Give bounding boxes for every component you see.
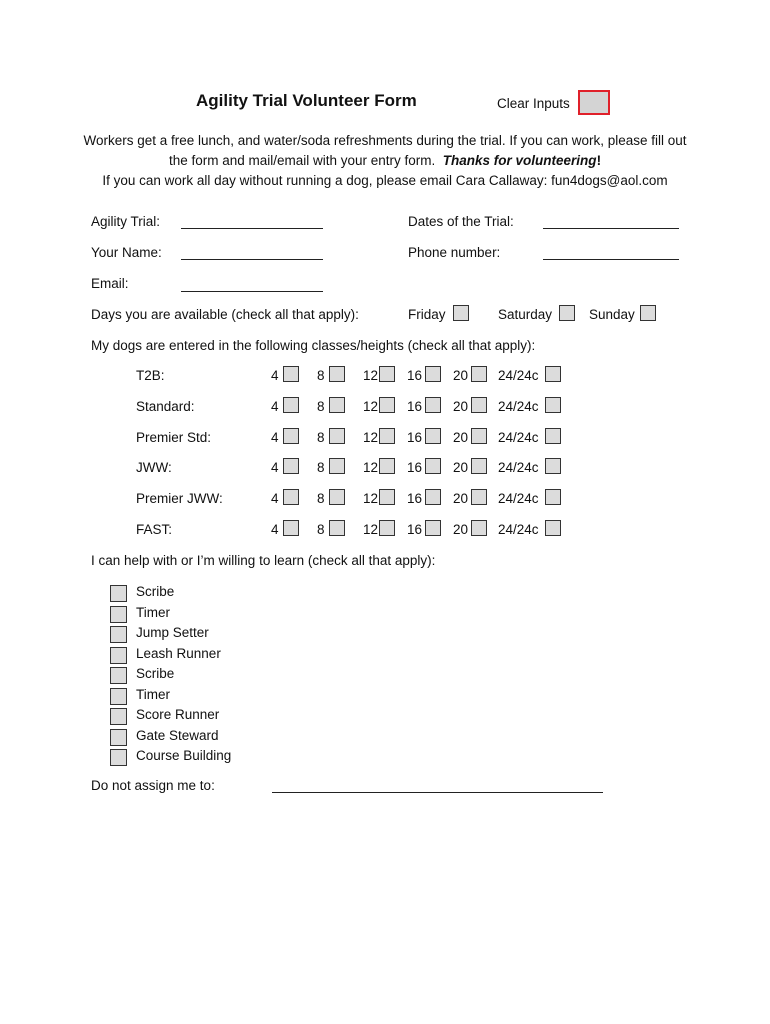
help-option-label: Leash Runner — [136, 645, 221, 661]
height-label: 20 — [453, 430, 469, 445]
height-label: 24/24c — [498, 491, 539, 506]
height-label: 4 — [271, 368, 279, 383]
class-label-premier-jww: Premier JWW: — [136, 491, 223, 506]
help-option-checkbox[interactable] — [110, 667, 127, 684]
class-label-jww: JWW: — [136, 460, 172, 475]
class-t2b-height-checkbox[interactable] — [379, 366, 395, 382]
height-label: 12 — [363, 430, 379, 445]
friday-checkbox[interactable] — [453, 305, 469, 321]
help-label: I can help with or I’m willing to learn (check all that apply): — [91, 553, 436, 568]
class-premier-jww-height-checkbox[interactable] — [425, 489, 441, 505]
height-label: 16 — [407, 368, 423, 383]
dates-label: Dates of the Trial: — [408, 214, 514, 229]
class-fast-height-checkbox[interactable] — [545, 520, 561, 536]
height-label: 12 — [363, 491, 379, 506]
height-label: 24/24c — [498, 460, 539, 475]
class-premier-std-height-checkbox[interactable] — [545, 428, 561, 444]
intro-line-1: Workers get a free lunch, and water/soda refreshments during the trial. If you can work, please fill out — [83, 133, 687, 148]
form-title: Agility Trial Volunteer Form — [196, 91, 417, 110]
height-label: 16 — [407, 460, 423, 475]
class-premier-std-height-checkbox[interactable] — [471, 428, 487, 444]
do-not-assign-field[interactable] — [272, 792, 603, 793]
help-option-checkbox[interactable] — [110, 606, 127, 623]
thanks-text: Thanks for volunteering — [442, 153, 597, 168]
class-fast-height-checkbox[interactable] — [329, 520, 345, 536]
class-t2b-height-checkbox[interactable] — [329, 366, 345, 382]
class-premier-jww-height-checkbox[interactable] — [379, 489, 395, 505]
height-label: 16 — [407, 522, 423, 537]
help-option-checkbox[interactable] — [110, 626, 127, 643]
name-field[interactable] — [181, 259, 323, 260]
classes-label: My dogs are entered in the following classes/heights (check all that apply): — [91, 338, 536, 353]
email-label: Email: — [91, 276, 129, 291]
height-label: 8 — [317, 460, 325, 475]
class-t2b-height-checkbox[interactable] — [545, 366, 561, 382]
help-option-label: Scribe — [136, 666, 175, 681]
class-jww-height-checkbox[interactable] — [329, 458, 345, 474]
intro-line-2-text: the form and mail/email with your entry form. — [168, 153, 443, 168]
clear-inputs-label: Clear Inputs — [497, 96, 570, 111]
height-label: 8 — [317, 491, 325, 506]
saturday-checkbox[interactable] — [559, 305, 575, 321]
name-label: Your Name: — [91, 245, 162, 260]
class-jww-height-checkbox[interactable] — [471, 458, 487, 474]
class-fast-height-checkbox[interactable] — [425, 520, 441, 536]
email-field[interactable] — [181, 291, 323, 292]
help-option-label: Jump Setter — [136, 625, 209, 640]
class-premier-std-height-checkbox[interactable] — [425, 428, 441, 444]
class-premier-std-height-checkbox[interactable] — [283, 428, 299, 444]
dates-field[interactable] — [543, 228, 679, 229]
do-not-assign-label: Do not assign me to: — [91, 778, 215, 793]
class-label-t2b: T2B: — [136, 368, 165, 383]
height-label: 24/24c — [498, 430, 539, 445]
height-label: 8 — [317, 399, 325, 414]
class-fast-height-checkbox[interactable] — [283, 520, 299, 536]
agility-trial-label: Agility Trial: — [91, 214, 161, 229]
class-standard-height-checkbox[interactable] — [471, 397, 487, 413]
height-label: 12 — [363, 522, 379, 537]
height-label: 20 — [453, 399, 469, 414]
class-t2b-height-checkbox[interactable] — [471, 366, 487, 382]
height-label: 12 — [363, 399, 379, 414]
height-label: 24/24c — [498, 399, 539, 414]
height-label: 4 — [271, 522, 279, 537]
phone-field[interactable] — [543, 259, 679, 260]
class-jww-height-checkbox[interactable] — [545, 458, 561, 474]
class-fast-height-checkbox[interactable] — [471, 520, 487, 536]
phone-label: Phone number: — [408, 245, 501, 260]
height-label: 4 — [271, 430, 279, 445]
class-premier-jww-height-checkbox[interactable] — [545, 489, 561, 505]
help-option-label: Course Building — [136, 748, 232, 763]
help-option-label: Gate Steward — [136, 727, 219, 743]
height-label: 16 — [407, 491, 423, 506]
class-standard-height-checkbox[interactable] — [283, 397, 299, 413]
height-label: 16 — [407, 430, 423, 445]
help-option-label: Scribe — [136, 584, 175, 599]
class-fast-height-checkbox[interactable] — [379, 520, 395, 536]
height-label: 20 — [453, 460, 469, 475]
height-label: 20 — [453, 522, 469, 537]
class-label-premier-std: Premier Std: — [136, 430, 212, 445]
day-sunday-label: Sunday — [589, 307, 635, 322]
class-standard-height-checkbox[interactable] — [329, 397, 345, 413]
height-label: 8 — [317, 430, 325, 445]
class-jww-height-checkbox[interactable] — [379, 458, 395, 474]
class-jww-height-checkbox[interactable] — [425, 458, 441, 474]
height-label: 20 — [453, 491, 469, 506]
class-jww-height-checkbox[interactable] — [283, 458, 299, 474]
help-option-checkbox[interactable] — [110, 688, 127, 705]
class-t2b-height-checkbox[interactable] — [425, 366, 441, 382]
help-option-checkbox[interactable] — [110, 585, 127, 602]
height-label: 12 — [363, 368, 379, 383]
height-label: 16 — [407, 399, 423, 414]
help-option-label: Timer — [136, 686, 170, 702]
class-premier-std-height-checkbox[interactable] — [329, 428, 345, 444]
class-label-fast: FAST: — [136, 522, 173, 537]
height-label: 4 — [271, 491, 279, 506]
class-standard-height-checkbox[interactable] — [545, 397, 561, 413]
help-option-checkbox[interactable] — [110, 708, 127, 725]
height-label: 20 — [453, 368, 469, 383]
height-label: 4 — [271, 399, 279, 414]
days-label: Days you are available (check all that apply): — [91, 307, 359, 322]
class-premier-jww-height-checkbox[interactable] — [329, 489, 345, 505]
help-option-checkbox[interactable] — [110, 729, 127, 746]
help-option-label: Timer — [136, 604, 170, 620]
class-label-standard: Standard: — [136, 399, 195, 414]
day-friday-label: Friday — [408, 307, 446, 322]
thanks-exclamation: ! — [596, 153, 602, 168]
height-label: 12 — [363, 460, 379, 475]
sunday-checkbox[interactable] — [640, 305, 656, 321]
intro-line-3: If you can work all day without running a dog, please email Cara Callaway: fun4dogs@aol.com — [102, 173, 668, 188]
height-label: 24/24c — [498, 522, 539, 537]
clear-inputs-button[interactable] — [578, 90, 610, 115]
class-t2b-height-checkbox[interactable] — [283, 366, 299, 382]
height-label: 4 — [271, 460, 279, 475]
class-premier-jww-height-checkbox[interactable] — [283, 489, 299, 505]
help-option-checkbox[interactable] — [110, 647, 127, 664]
height-label: 24/24c — [498, 368, 539, 383]
day-saturday-label: Saturday — [498, 307, 553, 322]
height-label: 8 — [317, 368, 325, 383]
class-standard-height-checkbox[interactable] — [425, 397, 441, 413]
help-option-label: Score Runner — [136, 707, 220, 722]
class-premier-jww-height-checkbox[interactable] — [471, 489, 487, 505]
class-standard-height-checkbox[interactable] — [379, 397, 395, 413]
class-premier-std-height-checkbox[interactable] — [379, 428, 395, 444]
height-label: 8 — [317, 522, 325, 537]
agility-trial-field[interactable] — [181, 228, 323, 229]
help-option-checkbox[interactable] — [110, 749, 127, 766]
intro-line-2 — [0, 153, 770, 168]
